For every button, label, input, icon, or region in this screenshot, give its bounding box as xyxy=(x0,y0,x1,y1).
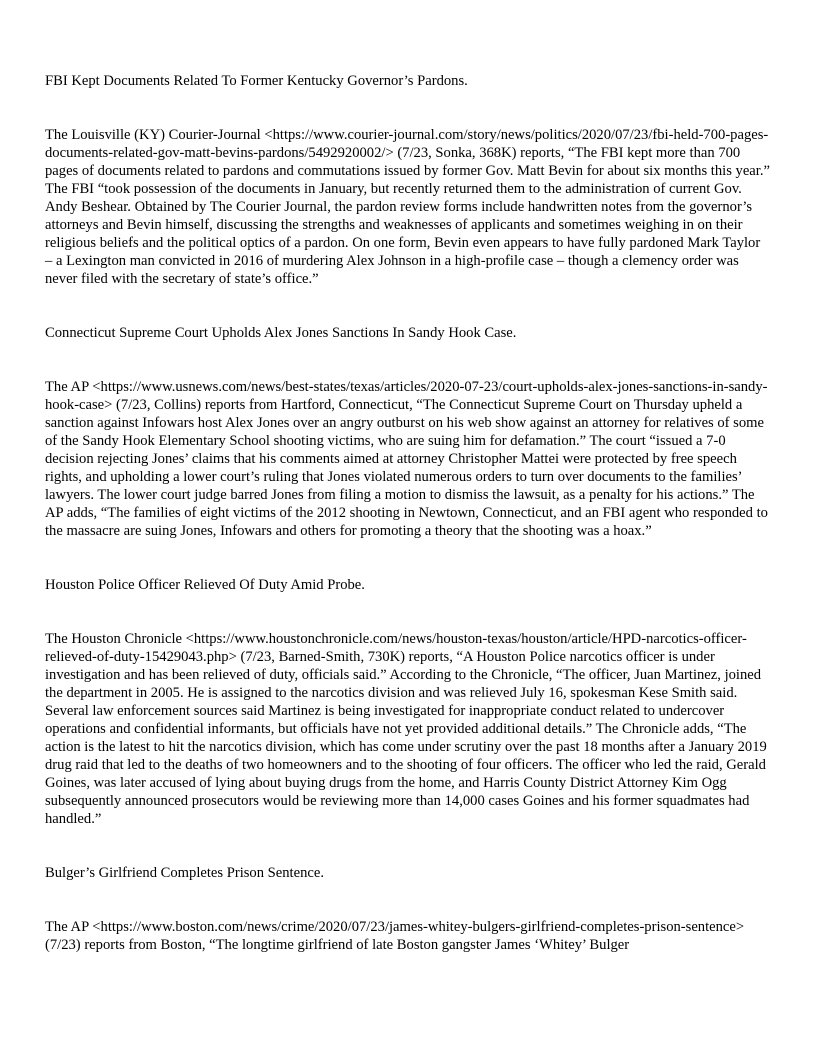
article-body: The AP <https://www.usnews.com/news/best-states/texas/articles/2020-07-23/court-upholds-alex-jones-sanctions-in-sandy-hook-case> (7/23, Collins) reports from Hartford, Connecticut, “The Connecticut Supreme Court on Thursday upheld a sanction against Infowars host Alex Jones over an angry outburst on his web show against an attorney for relatives of some of the Sandy Hook Elementary School shooting victims, who are suing him for defamation.” The court “issued a 7-0 decision rejecting Jones’ claims that his comments aimed at attorney Christopher Mattei were protected by free speech rights, and upholding a lower court’s ruling that Jones violated numerous orders to turn over documents to the families’ lawyers. The lower court judge barred Jones from filing a motion to dismiss the lawsuit, as a penalty for his actions.” The AP adds, “The families of eight victims of the 2012 shooting in Newtown, Connecticut, and an FBI agent who responded to the massacre are suing Jones, Infowars and others for promoting a theory that the shooting was a hoax.” xyxy=(45,379,768,539)
article-headline: FBI Kept Documents Related To Former Kentucky Governor’s Pardons. xyxy=(45,73,468,89)
article-body: The Houston Chronicle <https://www.houstonchronicle.com/news/houston-texas/houston/article/HPD-narcotics-officer-relieved-of-duty-15429043.php> (7/23, Barned-Smith, 730K) reports, “A Houston Police narcotics officer is under investigation and has been relieved of duty, officials said.” According to the Chronicle, “The officer, Juan Martinez, joined the department in 2005. He is assigned to the narcotics division and was relieved July 16, spokesman Kese Smith said. Several law enforcement sources said Martinez is being investigated for inappropriate conduct related to undercover operations and confidential informants, but officials have not yet provided additional details.” The Chronicle adds, “The action is the latest to hit the narcotics division, which has come under scrutiny over the past 18 months after a January 2019 drug raid that led to the deaths of two homeowners and to the shooting of four officers. The officer who led the raid, Gerald Goines, was later accused of lying about buying drugs from the home, and Harris County District Attorney Kim Ogg subsequently announced prosecutors would be reviewing more than 14,000 cases Goines and his former squadmates had handled.” xyxy=(45,631,767,827)
document-page xyxy=(45,72,771,990)
article-body: The Louisville (KY) Courier-Journal <https://www.courier-journal.com/story/news/politics/2020/07/23/fbi-held-700-pages-documents-related-gov-matt-bevins-pardons/5492920002/> (7/23, Sonka, 368K) reports, “The FBI kept more than 700 pages of documents related to pardons and commutations issued by former Gov. Matt Bevin for about six months this year.” The FBI “took possession of the documents in January, but recently returned them to the administration of current Gov. Andy Beshear. Obtained by The Courier Journal, the pardon review forms include handwritten notes from the governor’s attorneys and Bevin himself, discussing the strengths and weaknesses of applicants and sometimes weighing in on their religious beliefs and the political optics of a pardon. On one form, Bevin even appears to have fully pardoned Mark Taylor – a Lexington man convicted in 2016 of murdering Alex Johnson in a high-profile case – though a clemency order was never filed with the secretary of state’s office.” xyxy=(45,127,770,287)
article-body: The AP <https://www.boston.com/news/crime/2020/07/23/james-whitey-bulgers-girlfriend-completes-prison-sentence> (7/23) reports from Boston, “The longtime girlfriend of late Boston gangster James ‘Whitey’ Bulger xyxy=(45,919,745,953)
article-headline: Connecticut Supreme Court Upholds Alex Jones Sanctions In Sandy Hook Case. xyxy=(45,325,517,341)
article-headline: Houston Police Officer Relieved Of Duty Amid Probe. xyxy=(45,577,365,593)
article-headline: Bulger’s Girlfriend Completes Prison Sentence. xyxy=(45,865,324,881)
